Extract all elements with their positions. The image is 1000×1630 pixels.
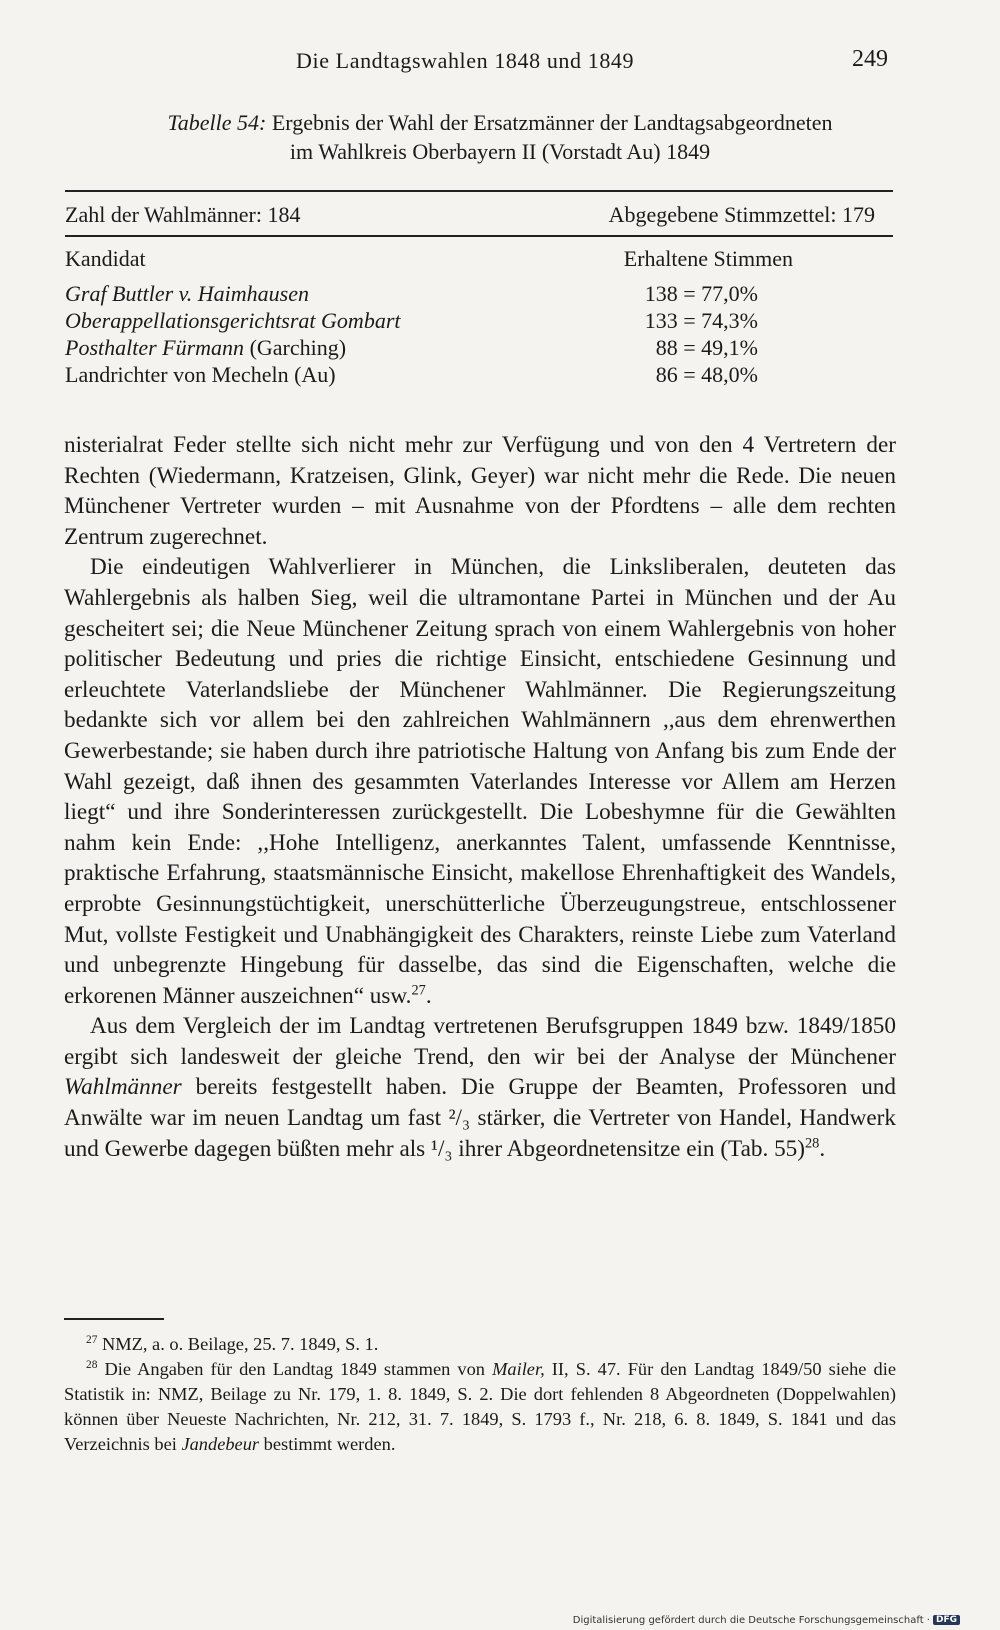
page-number: 249: [852, 46, 888, 72]
candidate-name-suffix: (Garching): [244, 335, 347, 360]
footnote-text: Die Angaben für den Landtag 1849 stammen von: [97, 1359, 493, 1379]
footnote-number: 28: [86, 1358, 98, 1371]
table-top-rule: [65, 190, 893, 192]
candidate-votes: 86 = 48,0%: [655, 362, 758, 387]
footnote-author-mailer: Mailer,: [492, 1359, 545, 1379]
table-caption-line1: Ergebnis der Wahl der Ersatzmänner der Landtagsabgeordneten: [271, 110, 833, 135]
dfg-logo-icon: DFG: [933, 1615, 960, 1625]
footnote-author-jandebeur: Jandebeur: [181, 1434, 260, 1454]
footnote-28: [64, 1357, 896, 1457]
candidate-name: Oberappellationsgerichtsrat Gombart: [65, 308, 401, 333]
paragraph-3-text-b: bereits festgestellt haben. Die Gruppe der Beamten, Professoren und Anwälte war im neuen Landtag um fast ²/₃ stärker, die Vertreter von Handel, Handwerk und Gewerbe dagegen büßten mehr als ¹/₃ ihrer Abgeordnetensitze ein (Tab. 55): [64, 1074, 896, 1162]
digitization-note-text: Digitalisierung gefördert durch die Deutsche Forschungsgemeinschaft ·: [572, 1615, 930, 1626]
paragraph-2-text: Die eindeutigen Wahlverlierer in München, die Linksliberalen, deuteten das Wahlergebnis als halben Sieg, weil die ultramontane Partei in München und der Au gescheitert sei; die Neue Münchener Zeitung sprach von einem Wahlergebnis von hoher politischer Bedeutung und pries die richtige Einsicht, entschiedene Gesinnung und erleuchtete Vaterlandsliebe der Münchener Wahlmänner. Die Regierungszeitung bedankte sich vor allem bei den zahlreichen Wahlmännern ,,aus dem ehrenwerthen Gewerbestande; sie haben durch ihre patriotische Haltung von Anfang bis zum Ende der Wahl gezeigt, daß ihnen des gesammten Vaterlandes Interesse vor Allem am Herzen liegt“ und ihre Sonderinteressen zurückgestellt. Die Lobeshymne für die Gewählten nahm kein Ende: ,,Hohe Intelligenz, anerkanntes Talent, umfassende Kenntnisse, praktische Erfahrung, staatsmännische Einsicht, makellose Ehrenhaftigkeit des Wandels, erprobte Gesinnungstüchtigkeit, unerschütterliche Überzeugungstreue, entschlossener Mut, vollste Festigkeit und Unabhängigkeit des Charakters, reinste Liebe zum Vaterland und unbegrenzte Hingebung für dasselbe, das sind die Eigenschaften, welche die erkorenen Männer auszeichnen“ usw.: [64, 554, 896, 1009]
column-header-candidate: Kandidat: [65, 246, 146, 271]
footnote-rule: [64, 1318, 164, 1320]
footnote-ref-28[interactable]: 28: [804, 1134, 820, 1151]
column-header-votes: Erhaltene Stimmen: [623, 246, 793, 271]
paragraph-3-text-a: Aus dem Vergleich der im Landtag vertretenen Berufsgruppen 1849 bzw. 1849/1850 ergibt sich landesweit der gleiche Trend, den wir bei der Analyse der Münchener: [64, 1013, 896, 1070]
table-caption: [60, 108, 940, 166]
electors-count: Zahl der Wahlmänner: 184: [65, 202, 301, 227]
digitization-note: [573, 1615, 960, 1626]
table-caption-label: Tabelle 54:: [167, 110, 267, 135]
footnote-number: 27: [86, 1333, 98, 1346]
footnote-text: NMZ, a. o. Beilage, 25. 7. 1849, S. 1.: [97, 1334, 379, 1354]
table-row: [65, 307, 893, 335]
table-caption-line2: im Wahlkreis Oberbayern II (Vorstadt Au) 1849: [289, 139, 711, 164]
table-row: [65, 361, 893, 389]
paragraph-1: nisterialrat Feder stellte sich nicht mehr zur Verfügung und von den 4 Vertretern der Rechten (Wiedermann, Kratzeisen, Glink, Geyer) war nicht mehr die Rede. Die neuen Münchener Vertreter wurden – mit Ausnahme von der Pfordtens – alle dem rechten Zentrum zugerechnet.: [64, 432, 896, 550]
running-head: [0, 48, 1000, 84]
footnote-ref-27[interactable]: 27: [411, 981, 426, 998]
ballots-count: Abgegebene Stimmzettel: 179: [608, 202, 875, 227]
paragraph-3-italic: Wahlmänner: [64, 1074, 182, 1101]
candidate-name-suffix: Landrichter von Mecheln (Au): [65, 362, 336, 387]
candidate-name: Posthalter Fürmann: [65, 335, 245, 360]
running-head-title: Die Landtagswahlen 1848 und 1849: [296, 48, 635, 73]
paragraph-3-end: .: [819, 1135, 826, 1162]
footnote-27: [64, 1332, 896, 1357]
table-row: [65, 334, 893, 362]
candidate-votes: 88 = 49,1%: [655, 335, 758, 360]
footnote-text-cont: II, S. 47. Für den Landtag 1849/50 siehe die Statistik in: NMZ, Beilage zu Nr. 179, 1. 8. 1849, S. 2. Die dort fehlenden 8 Abgeordneten (Doppelwahlen) können über Neueste Nachrichten, Nr. 212, 31. 7. 1849, S. 1793 f., Nr. 218, 6. 8. 1849, S. 1841 und das Verzeichnis bei: [64, 1359, 896, 1454]
body-text: [64, 430, 896, 1164]
table-summary-row: [65, 201, 893, 229]
candidate-votes: 138 = 77,0%: [644, 281, 758, 306]
paragraph-2: [64, 552, 896, 1011]
footnote-text-end: bestimmt werden.: [259, 1434, 396, 1454]
table-header-rule: [65, 235, 893, 237]
footnotes: [64, 1332, 896, 1457]
candidate-name: Graf Buttler v. Haimhausen: [65, 281, 310, 306]
table-header-row: [65, 245, 893, 273]
candidate-votes: 133 = 74,3%: [644, 308, 758, 333]
paragraph-2-end: .: [425, 982, 432, 1009]
table-row: [65, 280, 893, 308]
paragraph-3: [64, 1011, 896, 1164]
